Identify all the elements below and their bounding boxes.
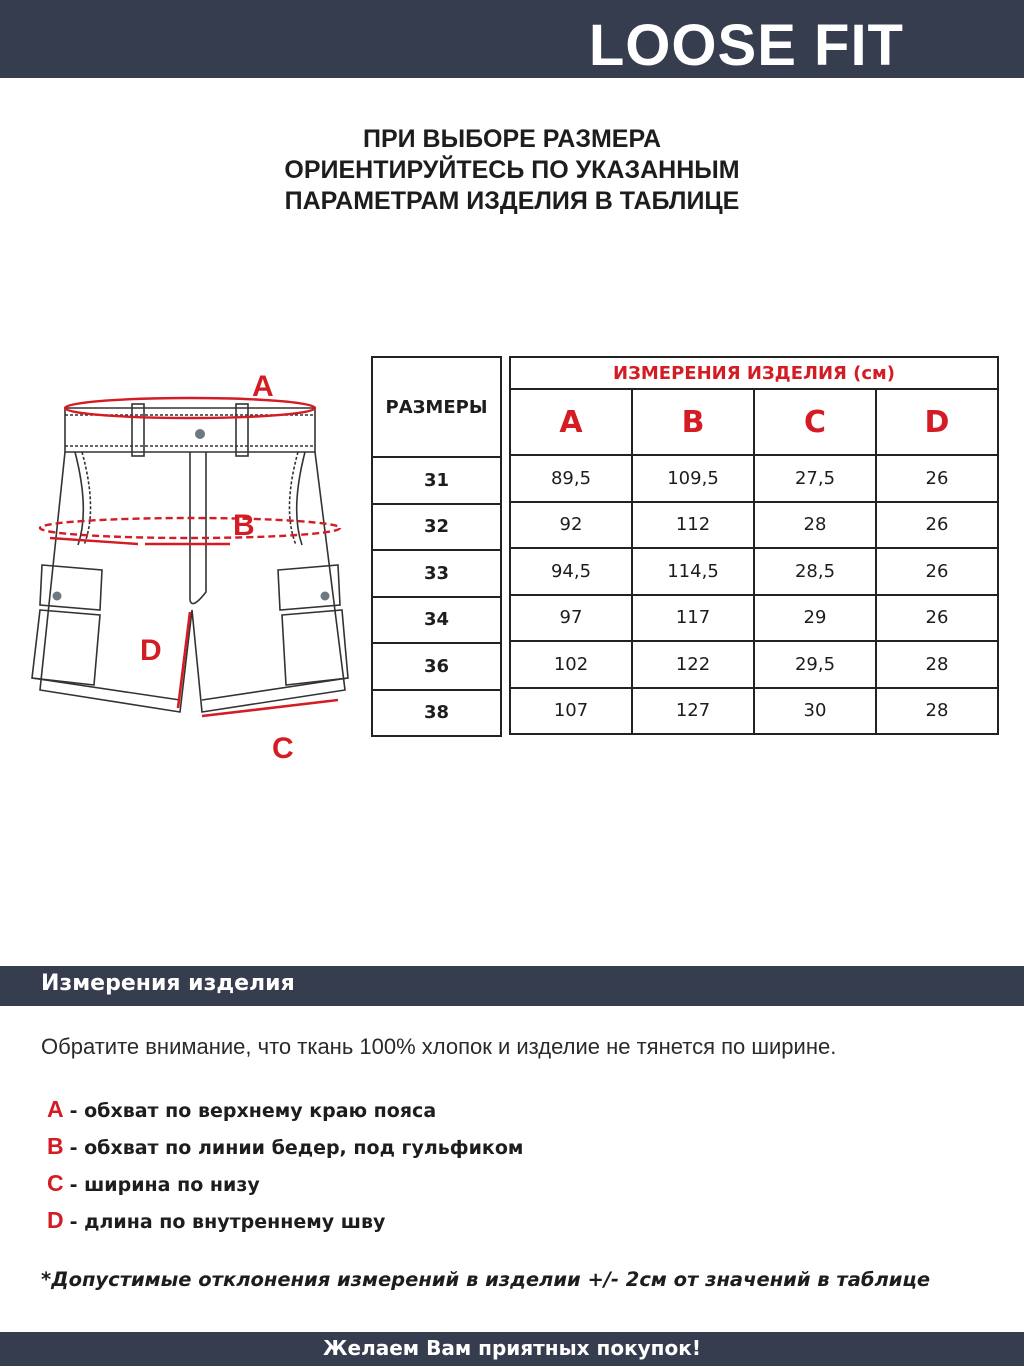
size-cell: 31 bbox=[372, 457, 501, 504]
legend-text: - обхват по верхнему краю пояса bbox=[69, 1100, 437, 1122]
label-b: B bbox=[233, 509, 255, 542]
table-cell: 28 bbox=[876, 641, 998, 688]
label-d: D bbox=[140, 634, 162, 667]
legend-item bbox=[47, 1207, 523, 1244]
table-cell: 30 bbox=[754, 688, 876, 735]
table-cell: 122 bbox=[632, 641, 754, 688]
table-cell: 107 bbox=[510, 688, 632, 735]
fabric-note: Обратите внимание, что ткань 100% хлопок и изделие не тянется по ширине. bbox=[41, 1034, 837, 1059]
legend-text: - ширина по низу bbox=[69, 1174, 260, 1196]
intro-line: ПРИ ВЫБОРЕ РАЗМЕРА bbox=[362, 125, 662, 153]
table-cell: 97 bbox=[510, 595, 632, 642]
legend-key: A bbox=[47, 1096, 64, 1122]
table-cell: 92 bbox=[510, 502, 632, 549]
column-header-c: C bbox=[754, 389, 876, 455]
size-cell: 32 bbox=[372, 504, 501, 551]
legend-text: - длина по внутреннему шву bbox=[69, 1211, 386, 1233]
measurements-table bbox=[509, 356, 999, 735]
table-cell: 27,5 bbox=[754, 455, 876, 502]
table-row bbox=[510, 548, 998, 595]
legend-item bbox=[47, 1133, 523, 1170]
shorts-diagram bbox=[20, 360, 360, 770]
table-cell: 26 bbox=[876, 595, 998, 642]
header-bar bbox=[0, 0, 1024, 78]
intro-line: ПАРАМЕТРАМ ИЗДЕЛИЯ В ТАБЛИЦЕ bbox=[284, 187, 740, 215]
table-cell: 117 bbox=[632, 595, 754, 642]
table-cell: 112 bbox=[632, 502, 754, 549]
legend-key: B bbox=[47, 1133, 64, 1159]
size-cell: 34 bbox=[372, 597, 501, 644]
column-header-a: A bbox=[510, 389, 632, 455]
label-c: C bbox=[272, 732, 294, 765]
table-cell: 28 bbox=[876, 688, 998, 735]
legend-key: D bbox=[47, 1207, 64, 1233]
table-cell: 102 bbox=[510, 641, 632, 688]
table-cell: 114,5 bbox=[632, 548, 754, 595]
sizes-header: РАЗМЕРЫ bbox=[372, 357, 501, 457]
section-title: Измерения изделия bbox=[41, 971, 295, 996]
legend-item bbox=[47, 1170, 523, 1207]
footer-text: Желаем Вам приятных покупок! bbox=[323, 1336, 701, 1360]
measurements-group-header: ИЗМЕРЕНИЯ ИЗДЕЛИЯ (см) bbox=[510, 357, 998, 389]
measurement-legend bbox=[47, 1096, 523, 1244]
size-cell: 33 bbox=[372, 550, 501, 597]
fit-title: LOOSE FIT bbox=[588, 13, 904, 78]
column-header-d: D bbox=[876, 389, 998, 455]
table-cell: 26 bbox=[876, 548, 998, 595]
table-row bbox=[510, 502, 998, 549]
table-cell: 29,5 bbox=[754, 641, 876, 688]
sizes-table bbox=[371, 356, 502, 737]
column-header-b: B bbox=[632, 389, 754, 455]
table-cell: 28,5 bbox=[754, 548, 876, 595]
table-row bbox=[510, 595, 998, 642]
tolerance-note: *Допустимые отклонения измерений в изделии +/- 2см от значений в таблице bbox=[41, 1268, 931, 1291]
table-cell: 26 bbox=[876, 455, 998, 502]
intro-text bbox=[0, 124, 1024, 217]
table-row bbox=[510, 455, 998, 502]
table-row bbox=[510, 688, 998, 735]
table-cell: 26 bbox=[876, 502, 998, 549]
legend-text: - обхват по линии бедер, под гульфиком bbox=[69, 1137, 524, 1159]
section-bar bbox=[0, 966, 1024, 1006]
intro-line: ОРИЕНТИРУЙТЕСЬ ПО УКАЗАННЫМ bbox=[284, 156, 740, 184]
legend-item bbox=[47, 1096, 523, 1133]
label-a: A bbox=[252, 370, 274, 403]
table-cell: 28 bbox=[754, 502, 876, 549]
size-cell: 38 bbox=[372, 690, 501, 737]
table-cell: 29 bbox=[754, 595, 876, 642]
table-cell: 127 bbox=[632, 688, 754, 735]
footer-bar bbox=[0, 1332, 1024, 1366]
table-row bbox=[510, 641, 998, 688]
size-cell: 36 bbox=[372, 643, 501, 690]
table-cell: 109,5 bbox=[632, 455, 754, 502]
table-cell: 89,5 bbox=[510, 455, 632, 502]
legend-key: C bbox=[47, 1170, 64, 1196]
table-cell: 94,5 bbox=[510, 548, 632, 595]
